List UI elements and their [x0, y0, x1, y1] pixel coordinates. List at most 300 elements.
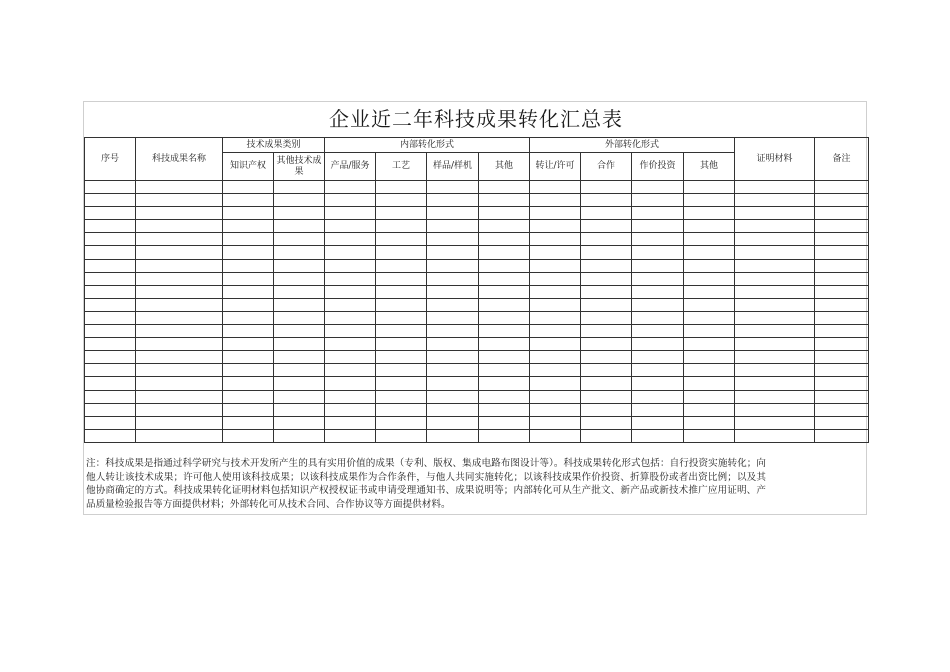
- table-cell[interactable]: [376, 311, 427, 324]
- table-cell[interactable]: [136, 403, 223, 416]
- table-cell[interactable]: [274, 416, 325, 429]
- table-cell[interactable]: [479, 403, 530, 416]
- table-cell[interactable]: [427, 351, 479, 364]
- table-cell[interactable]: [684, 298, 735, 311]
- table-cell[interactable]: [815, 390, 869, 403]
- table-cell[interactable]: [223, 207, 274, 220]
- table-cell[interactable]: [85, 272, 136, 285]
- table-cell[interactable]: [325, 311, 376, 324]
- table-cell[interactable]: [632, 220, 684, 233]
- table-cell[interactable]: [632, 364, 684, 377]
- table-cell[interactable]: [735, 298, 815, 311]
- table-cell[interactable]: [136, 207, 223, 220]
- table-cell[interactable]: [136, 311, 223, 324]
- table-cell[interactable]: [136, 246, 223, 259]
- table-cell[interactable]: [325, 351, 376, 364]
- table-cell[interactable]: [684, 403, 735, 416]
- table-cell[interactable]: [427, 233, 479, 246]
- table-cell[interactable]: [735, 220, 815, 233]
- table-cell[interactable]: [274, 207, 325, 220]
- table-cell[interactable]: [223, 259, 274, 272]
- table-cell[interactable]: [85, 207, 136, 220]
- table-cell[interactable]: [684, 220, 735, 233]
- table-cell[interactable]: [325, 220, 376, 233]
- table-cell[interactable]: [530, 259, 581, 272]
- table-cell[interactable]: [581, 351, 632, 364]
- table-cell[interactable]: [427, 285, 479, 298]
- table-cell[interactable]: [735, 311, 815, 324]
- table-cell[interactable]: [735, 403, 815, 416]
- table-cell[interactable]: [632, 285, 684, 298]
- table-cell[interactable]: [136, 259, 223, 272]
- table-cell[interactable]: [684, 364, 735, 377]
- table-cell[interactable]: [274, 311, 325, 324]
- table-cell[interactable]: [581, 298, 632, 311]
- table-cell[interactable]: [136, 325, 223, 338]
- table-cell[interactable]: [581, 233, 632, 246]
- table-row: [85, 338, 869, 351]
- table-cell[interactable]: [815, 207, 869, 220]
- table-cell[interactable]: [223, 220, 274, 233]
- table-cell[interactable]: [735, 207, 815, 220]
- table-cell[interactable]: [684, 351, 735, 364]
- table-cell[interactable]: [427, 259, 479, 272]
- table-cell[interactable]: [427, 246, 479, 259]
- table-cell[interactable]: [223, 429, 274, 442]
- table-cell[interactable]: [632, 298, 684, 311]
- table-cell[interactable]: [735, 259, 815, 272]
- table-cell[interactable]: [684, 194, 735, 207]
- table-cell[interactable]: [376, 181, 427, 194]
- table-cell[interactable]: [815, 220, 869, 233]
- table-cell[interactable]: [85, 403, 136, 416]
- table-cell[interactable]: [427, 194, 479, 207]
- table-cell[interactable]: [274, 246, 325, 259]
- table-cell[interactable]: [223, 390, 274, 403]
- table-cell[interactable]: [274, 181, 325, 194]
- table-row: [85, 311, 869, 324]
- table-cell[interactable]: [85, 338, 136, 351]
- table-cell[interactable]: [223, 364, 274, 377]
- col-header-process: 工艺: [376, 153, 427, 181]
- table-cell[interactable]: [815, 233, 869, 246]
- table-cell[interactable]: [684, 416, 735, 429]
- table-cell[interactable]: [735, 285, 815, 298]
- table-row: [85, 285, 869, 298]
- table-row: [85, 390, 869, 403]
- table-cell[interactable]: [479, 298, 530, 311]
- table-cell[interactable]: [427, 429, 479, 442]
- table-cell[interactable]: [85, 311, 136, 324]
- table-cell[interactable]: [376, 338, 427, 351]
- table-cell[interactable]: [815, 416, 869, 429]
- table-cell[interactable]: [427, 181, 479, 194]
- table-cell[interactable]: [223, 351, 274, 364]
- table-cell[interactable]: [581, 338, 632, 351]
- table-cell[interactable]: [479, 181, 530, 194]
- table-cell[interactable]: [684, 246, 735, 259]
- col-header-external-other: 其他: [684, 153, 735, 181]
- table-cell[interactable]: [530, 272, 581, 285]
- table-cell[interactable]: [325, 364, 376, 377]
- table-cell[interactable]: [85, 377, 136, 390]
- table-cell[interactable]: [581, 207, 632, 220]
- table-cell[interactable]: [136, 272, 223, 285]
- table-cell[interactable]: [684, 233, 735, 246]
- table-cell[interactable]: [376, 351, 427, 364]
- table-cell[interactable]: [581, 194, 632, 207]
- col-header-cooperation: 合作: [581, 153, 632, 181]
- table-cell[interactable]: [479, 272, 530, 285]
- table-cell[interactable]: [581, 325, 632, 338]
- table-cell[interactable]: [684, 285, 735, 298]
- col-header-name: 科技成果名称: [136, 138, 223, 181]
- table-cell[interactable]: [85, 233, 136, 246]
- table-cell[interactable]: [632, 207, 684, 220]
- table-cell[interactable]: [581, 272, 632, 285]
- table-cell[interactable]: [684, 429, 735, 442]
- table-cell[interactable]: [85, 416, 136, 429]
- table-cell[interactable]: [530, 246, 581, 259]
- table-cell[interactable]: [274, 194, 325, 207]
- table-cell[interactable]: [479, 351, 530, 364]
- table-cell[interactable]: [325, 259, 376, 272]
- table-cell[interactable]: [85, 325, 136, 338]
- table-cell[interactable]: [136, 377, 223, 390]
- table-cell[interactable]: [223, 325, 274, 338]
- table-cell[interactable]: [479, 325, 530, 338]
- table-cell[interactable]: [427, 416, 479, 429]
- table-cell[interactable]: [376, 220, 427, 233]
- table-cell[interactable]: [581, 390, 632, 403]
- group-header-internal: 内部转化形式: [325, 138, 530, 153]
- table-cell[interactable]: [427, 377, 479, 390]
- table-cell[interactable]: [530, 377, 581, 390]
- table-cell[interactable]: [136, 285, 223, 298]
- table-cell[interactable]: [632, 416, 684, 429]
- table-cell[interactable]: [479, 429, 530, 442]
- table-cell[interactable]: [427, 325, 479, 338]
- table-cell[interactable]: [581, 220, 632, 233]
- table-cell[interactable]: [223, 272, 274, 285]
- table-cell[interactable]: [479, 377, 530, 390]
- table-cell[interactable]: [427, 338, 479, 351]
- table-cell[interactable]: [632, 403, 684, 416]
- table-cell[interactable]: [85, 259, 136, 272]
- table-cell[interactable]: [632, 311, 684, 324]
- table-cell[interactable]: [223, 194, 274, 207]
- table-cell[interactable]: [735, 390, 815, 403]
- table-cell[interactable]: [581, 377, 632, 390]
- table-cell[interactable]: [815, 272, 869, 285]
- table-cell[interactable]: [632, 377, 684, 390]
- table-cell[interactable]: [274, 377, 325, 390]
- table-cell[interactable]: [376, 298, 427, 311]
- table-cell[interactable]: [136, 220, 223, 233]
- summary-table: [84, 137, 869, 443]
- table-cell[interactable]: [136, 390, 223, 403]
- table-cell[interactable]: [223, 338, 274, 351]
- table-cell[interactable]: [581, 246, 632, 259]
- table-cell[interactable]: [632, 351, 684, 364]
- table-cell[interactable]: [325, 233, 376, 246]
- table-cell[interactable]: [581, 416, 632, 429]
- table-cell[interactable]: [530, 351, 581, 364]
- table-cell[interactable]: [85, 298, 136, 311]
- table-cell[interactable]: [530, 233, 581, 246]
- table-cell[interactable]: [815, 298, 869, 311]
- table-cell[interactable]: [735, 233, 815, 246]
- table-cell[interactable]: [815, 351, 869, 364]
- table-cell[interactable]: [815, 246, 869, 259]
- table-cell[interactable]: [632, 233, 684, 246]
- table-cell[interactable]: [479, 416, 530, 429]
- table-cell[interactable]: [735, 194, 815, 207]
- table-cell[interactable]: [325, 429, 376, 442]
- table-cell[interactable]: [274, 338, 325, 351]
- table-cell[interactable]: [479, 233, 530, 246]
- table-cell[interactable]: [735, 325, 815, 338]
- table-cell[interactable]: [530, 403, 581, 416]
- table-cell[interactable]: [427, 390, 479, 403]
- table-cell[interactable]: [815, 311, 869, 324]
- table-cell[interactable]: [325, 298, 376, 311]
- table-cell[interactable]: [274, 364, 325, 377]
- table-cell[interactable]: [274, 351, 325, 364]
- table-cell[interactable]: [85, 285, 136, 298]
- table-cell[interactable]: [735, 338, 815, 351]
- table-cell[interactable]: [815, 259, 869, 272]
- table-cell[interactable]: [530, 220, 581, 233]
- table-cell[interactable]: [376, 194, 427, 207]
- table-cell[interactable]: [581, 311, 632, 324]
- table-cell[interactable]: [325, 403, 376, 416]
- table-cell[interactable]: [85, 246, 136, 259]
- table-cell[interactable]: [427, 207, 479, 220]
- table-row: [85, 272, 869, 285]
- table-cell[interactable]: [427, 364, 479, 377]
- table-cell[interactable]: [735, 416, 815, 429]
- table-cell[interactable]: [376, 403, 427, 416]
- table-cell[interactable]: [223, 285, 274, 298]
- table-cell[interactable]: [684, 259, 735, 272]
- table-cell[interactable]: [530, 364, 581, 377]
- table-cell[interactable]: [530, 311, 581, 324]
- header-row-1: [85, 138, 869, 153]
- table-cell[interactable]: [684, 311, 735, 324]
- table-cell[interactable]: [325, 246, 376, 259]
- table-cell[interactable]: [85, 351, 136, 364]
- table-cell[interactable]: [530, 390, 581, 403]
- table-cell[interactable]: [530, 325, 581, 338]
- table-cell[interactable]: [427, 403, 479, 416]
- table-cell[interactable]: [479, 311, 530, 324]
- table-cell[interactable]: [581, 285, 632, 298]
- col-header-investment: 作价投资: [632, 153, 684, 181]
- table-cell[interactable]: [530, 285, 581, 298]
- table-cell[interactable]: [530, 429, 581, 442]
- table-row: [85, 364, 869, 377]
- table-cell[interactable]: [581, 364, 632, 377]
- table-cell[interactable]: [376, 429, 427, 442]
- table-cell[interactable]: [684, 272, 735, 285]
- table-cell[interactable]: [136, 194, 223, 207]
- table-cell[interactable]: [274, 285, 325, 298]
- table-cell[interactable]: [223, 246, 274, 259]
- table-cell[interactable]: [479, 220, 530, 233]
- table-cell[interactable]: [223, 233, 274, 246]
- table-row: [85, 194, 869, 207]
- table-cell[interactable]: [85, 364, 136, 377]
- table-cell[interactable]: [479, 338, 530, 351]
- table-cell[interactable]: [274, 220, 325, 233]
- table-cell[interactable]: [530, 194, 581, 207]
- table-cell[interactable]: [815, 285, 869, 298]
- table-cell[interactable]: [815, 403, 869, 416]
- table-cell[interactable]: [581, 403, 632, 416]
- table-cell[interactable]: [325, 338, 376, 351]
- table-cell[interactable]: [684, 207, 735, 220]
- table-cell[interactable]: [85, 429, 136, 442]
- table-cell[interactable]: [85, 220, 136, 233]
- table-cell[interactable]: [479, 194, 530, 207]
- table-cell[interactable]: [815, 181, 869, 194]
- table-cell[interactable]: [274, 259, 325, 272]
- table-cell[interactable]: [376, 285, 427, 298]
- table-row: [85, 298, 869, 311]
- table-cell[interactable]: [274, 429, 325, 442]
- table-cell[interactable]: [274, 272, 325, 285]
- col-header-transfer: 转让/许可: [530, 153, 581, 181]
- table-cell[interactable]: [427, 298, 479, 311]
- table-cell[interactable]: [815, 325, 869, 338]
- table-cell[interactable]: [735, 429, 815, 442]
- table-cell[interactable]: [815, 364, 869, 377]
- table-cell[interactable]: [325, 325, 376, 338]
- table-cell[interactable]: [530, 181, 581, 194]
- table-cell[interactable]: [427, 220, 479, 233]
- table-cell[interactable]: [632, 272, 684, 285]
- table-cell[interactable]: [376, 416, 427, 429]
- table-cell[interactable]: [136, 338, 223, 351]
- table-cell[interactable]: [376, 259, 427, 272]
- table-cell[interactable]: [223, 377, 274, 390]
- table-cell[interactable]: [325, 285, 376, 298]
- table-cell[interactable]: [479, 246, 530, 259]
- table-cell[interactable]: [223, 403, 274, 416]
- table-cell[interactable]: [735, 181, 815, 194]
- table-cell[interactable]: [274, 403, 325, 416]
- table-cell[interactable]: [684, 325, 735, 338]
- table-cell[interactable]: [684, 338, 735, 351]
- table-cell[interactable]: [632, 429, 684, 442]
- table-cell[interactable]: [223, 311, 274, 324]
- table-cell[interactable]: [136, 416, 223, 429]
- table-cell[interactable]: [815, 377, 869, 390]
- table-cell[interactable]: [376, 233, 427, 246]
- table-cell[interactable]: [427, 272, 479, 285]
- table-cell[interactable]: [223, 181, 274, 194]
- table-cell[interactable]: [632, 246, 684, 259]
- table-cell[interactable]: [223, 416, 274, 429]
- table-cell[interactable]: [136, 181, 223, 194]
- table-cell[interactable]: [376, 364, 427, 377]
- table-cell[interactable]: [632, 338, 684, 351]
- table-cell[interactable]: [85, 390, 136, 403]
- table-cell[interactable]: [530, 338, 581, 351]
- table-cell[interactable]: [136, 233, 223, 246]
- col-header-other-tech: 其他技术成果: [274, 153, 325, 181]
- col-header-proof: 证明材料: [735, 138, 815, 181]
- table-cell[interactable]: [632, 194, 684, 207]
- table-cell[interactable]: [684, 390, 735, 403]
- table-cell[interactable]: [325, 272, 376, 285]
- table-cell[interactable]: [815, 429, 869, 442]
- table-cell[interactable]: [581, 429, 632, 442]
- table-cell[interactable]: [376, 246, 427, 259]
- table-cell[interactable]: [274, 390, 325, 403]
- table-cell[interactable]: [376, 272, 427, 285]
- table-cell[interactable]: [325, 207, 376, 220]
- table-cell[interactable]: [684, 377, 735, 390]
- table-cell[interactable]: [735, 272, 815, 285]
- table-cell[interactable]: [735, 377, 815, 390]
- table-cell[interactable]: [85, 181, 136, 194]
- table-cell[interactable]: [136, 364, 223, 377]
- table-cell[interactable]: [632, 325, 684, 338]
- table-cell[interactable]: [530, 298, 581, 311]
- table-cell[interactable]: [735, 351, 815, 364]
- table-cell[interactable]: [581, 181, 632, 194]
- table-cell[interactable]: [136, 298, 223, 311]
- table-cell[interactable]: [223, 298, 274, 311]
- table-cell[interactable]: [530, 416, 581, 429]
- table-cell[interactable]: [325, 181, 376, 194]
- table-cell[interactable]: [735, 364, 815, 377]
- table-cell[interactable]: [325, 377, 376, 390]
- table-cell[interactable]: [136, 429, 223, 442]
- table-cell[interactable]: [136, 351, 223, 364]
- table-cell[interactable]: [376, 325, 427, 338]
- table-cell[interactable]: [427, 311, 479, 324]
- table-cell[interactable]: [325, 194, 376, 207]
- table-cell[interactable]: [376, 207, 427, 220]
- table-cell[interactable]: [815, 338, 869, 351]
- table-cell[interactable]: [530, 207, 581, 220]
- table-cell[interactable]: [632, 390, 684, 403]
- table-cell[interactable]: [376, 390, 427, 403]
- table-cell[interactable]: [479, 207, 530, 220]
- table-cell[interactable]: [274, 325, 325, 338]
- table-cell[interactable]: [325, 416, 376, 429]
- table-cell[interactable]: [632, 181, 684, 194]
- table-cell[interactable]: [479, 364, 530, 377]
- table-cell[interactable]: [684, 181, 735, 194]
- table-cell[interactable]: [85, 194, 136, 207]
- table-cell[interactable]: [479, 390, 530, 403]
- table-cell[interactable]: [376, 377, 427, 390]
- table-cell[interactable]: [274, 233, 325, 246]
- table-row: [85, 259, 869, 272]
- table-cell[interactable]: [735, 246, 815, 259]
- table-cell[interactable]: [479, 259, 530, 272]
- table-cell[interactable]: [581, 259, 632, 272]
- table-cell[interactable]: [325, 390, 376, 403]
- table-cell[interactable]: [815, 194, 869, 207]
- table-cell[interactable]: [632, 259, 684, 272]
- table-cell[interactable]: [274, 298, 325, 311]
- table-cell[interactable]: [479, 285, 530, 298]
